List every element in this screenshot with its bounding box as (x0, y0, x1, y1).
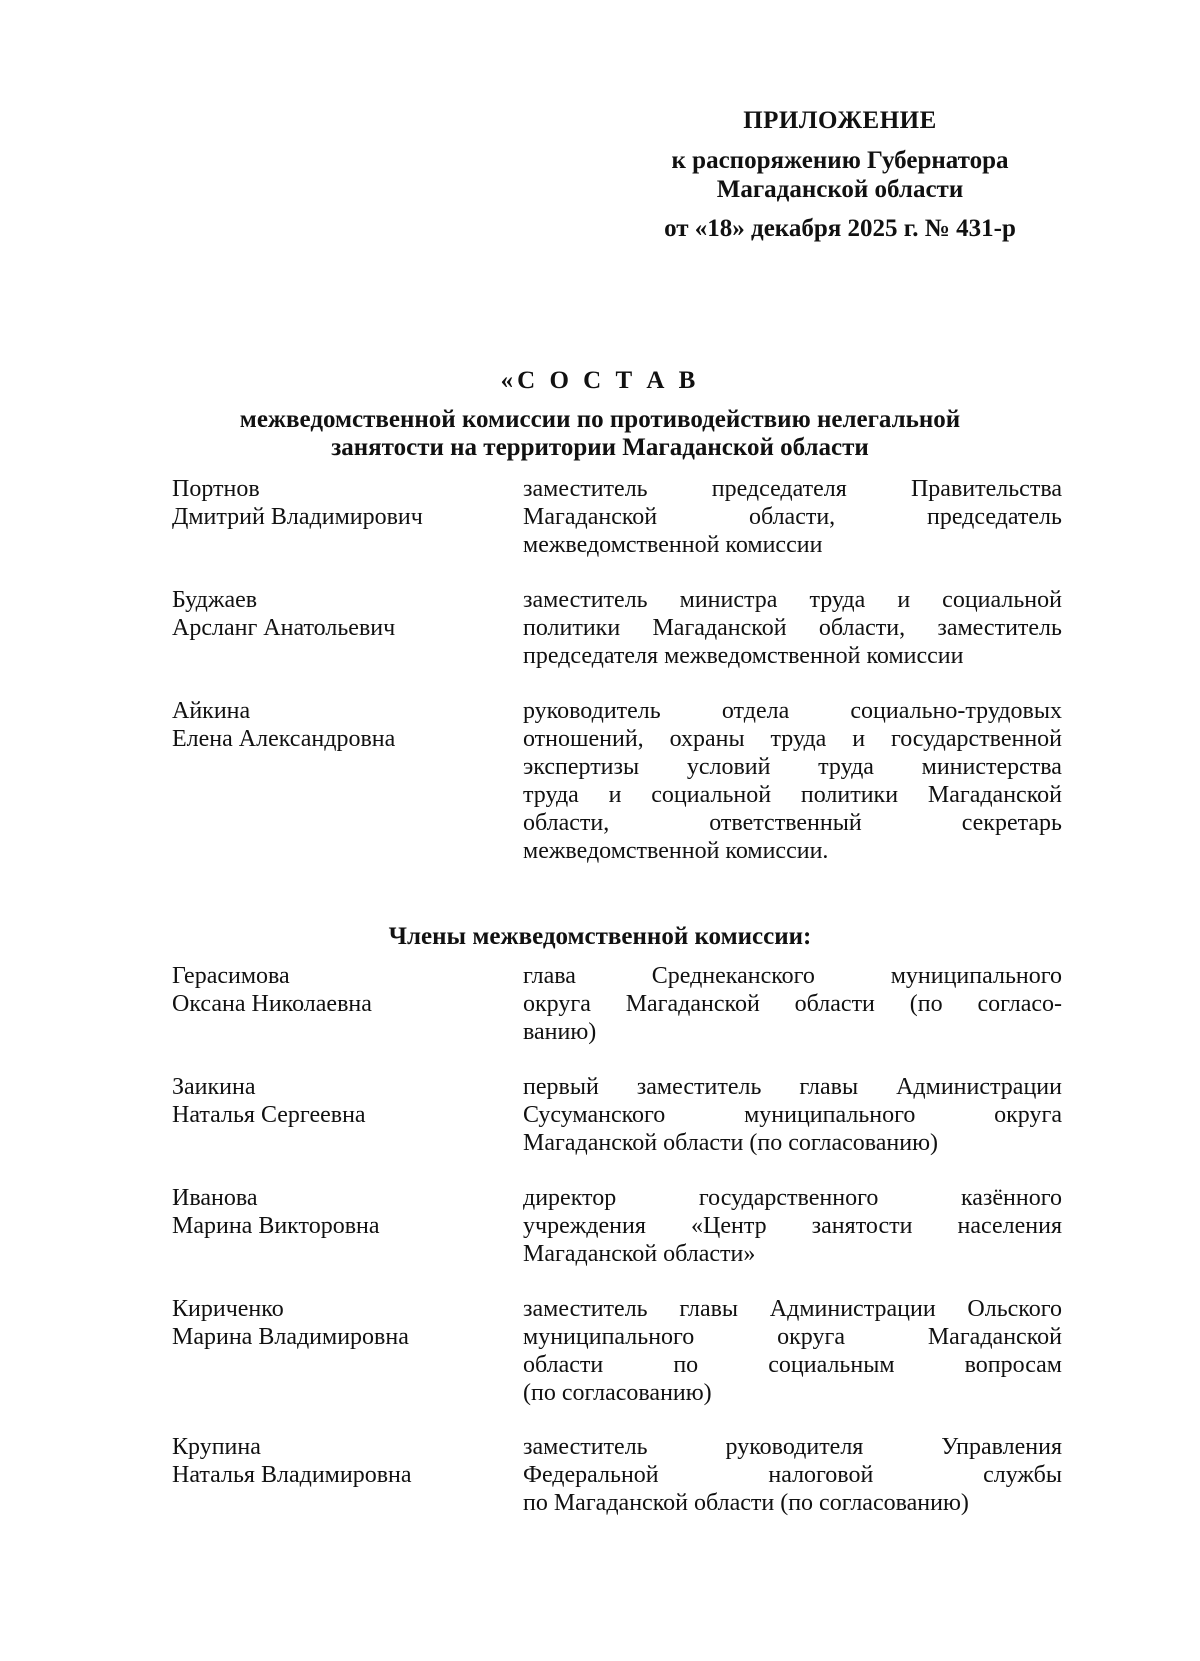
person-role (523, 586, 1062, 670)
role-line: заместитель главы Администрации Ольского (523, 1296, 1062, 1322)
role-line: Магаданской области» (523, 1241, 756, 1267)
person-role (523, 962, 1062, 1046)
person-role (523, 697, 1062, 865)
person-surname: Заикина (172, 1074, 256, 1100)
role-line: межведомственной комиссии. (523, 838, 829, 864)
person-given-names: Дмитрий Владимирович (172, 504, 423, 530)
role-line: руководитель отдела социально-трудовых (523, 698, 1062, 724)
person-given-names: Арсланг Анатольевич (172, 615, 396, 641)
person-given-names: Наталья Сергеевна (172, 1102, 366, 1128)
role-line: заместитель министра труда и социальной (523, 587, 1062, 613)
person-role (523, 1184, 1062, 1268)
appendix-title: ПРИЛОЖЕНИЕ (743, 107, 937, 134)
person-name (172, 697, 502, 753)
appendix-line-2: Магаданской области (716, 176, 964, 203)
appendix-date-number: от «18» декабря 2025 г. № 431-р (664, 215, 1016, 242)
role-line: учреждения «Центр занятости населения (523, 1213, 1062, 1239)
role-line: заместитель руководителя Управления (523, 1434, 1062, 1460)
role-line: округа Магаданской области (по согласо- (523, 991, 1062, 1017)
person-given-names: Марина Викторовна (172, 1213, 380, 1239)
role-line: Федеральной налоговой службы (523, 1462, 1062, 1488)
role-line: председателя межведомственной комиссии (523, 643, 964, 669)
role-line: экспертизы условий труда министерства (523, 754, 1062, 780)
person-given-names: Оксана Николаевна (172, 991, 372, 1017)
role-line: области по социальным вопросам (523, 1352, 1062, 1378)
role-line: заместитель председателя Правительства (523, 476, 1062, 502)
role-line: Магаданской области (по согласованию) (523, 1130, 939, 1156)
document-subtitle-line-2: занятости на территории Магаданской области (331, 434, 869, 461)
person-role (523, 1433, 1062, 1517)
person-name (172, 475, 502, 531)
document-title: «С О С Т А В (500, 367, 700, 394)
members-heading: Члены межведомственной комиссии: (388, 923, 812, 950)
person-role (523, 475, 1062, 559)
person-name (172, 962, 502, 1018)
role-line: директор государственного казённого (523, 1185, 1062, 1211)
person-given-names: Марина Владимировна (172, 1324, 409, 1350)
person-name (172, 1184, 502, 1240)
person-role (523, 1073, 1062, 1157)
role-line: межведомственной комиссии (523, 532, 823, 558)
person-surname: Буджаев (172, 587, 258, 613)
role-line: области, ответственный секретарь (523, 810, 1062, 836)
role-line: муниципального округа Магаданской (523, 1324, 1062, 1350)
role-line: Сусуманского муниципального округа (523, 1102, 1062, 1128)
document-subtitle-line-1: межведомственной комиссии по противодействию нелегальной (239, 406, 961, 433)
person-surname: Иванова (172, 1185, 258, 1211)
person-surname: Крупина (172, 1434, 261, 1460)
role-line: по Магаданской области (по согласованию) (523, 1490, 969, 1516)
role-line: (по согласованию) (523, 1380, 712, 1406)
person-given-names: Наталья Владимировна (172, 1462, 412, 1488)
person-role (523, 1295, 1062, 1407)
person-surname: Портнов (172, 476, 260, 502)
role-line: ванию) (523, 1019, 597, 1045)
role-line: труда и социальной политики Магаданской (523, 782, 1062, 808)
person-surname: Кириченко (172, 1296, 284, 1322)
role-line: первый заместитель главы Администрации (523, 1074, 1062, 1100)
person-name (172, 586, 502, 642)
person-surname: Айкина (172, 698, 251, 724)
person-surname: Герасимова (172, 963, 290, 989)
role-line: глава Среднеканского муниципального (523, 963, 1062, 989)
person-given-names: Елена Александровна (172, 726, 396, 752)
person-name (172, 1433, 502, 1489)
person-name (172, 1295, 502, 1351)
role-line: Магаданской области, председатель (523, 504, 1062, 530)
person-name (172, 1073, 502, 1129)
role-line: политики Магаданской области, заместитель (523, 615, 1062, 641)
appendix-line-1: к распоряжению Губернатора (671, 147, 1009, 174)
role-line: отношений, охраны труда и государственной (523, 726, 1062, 752)
